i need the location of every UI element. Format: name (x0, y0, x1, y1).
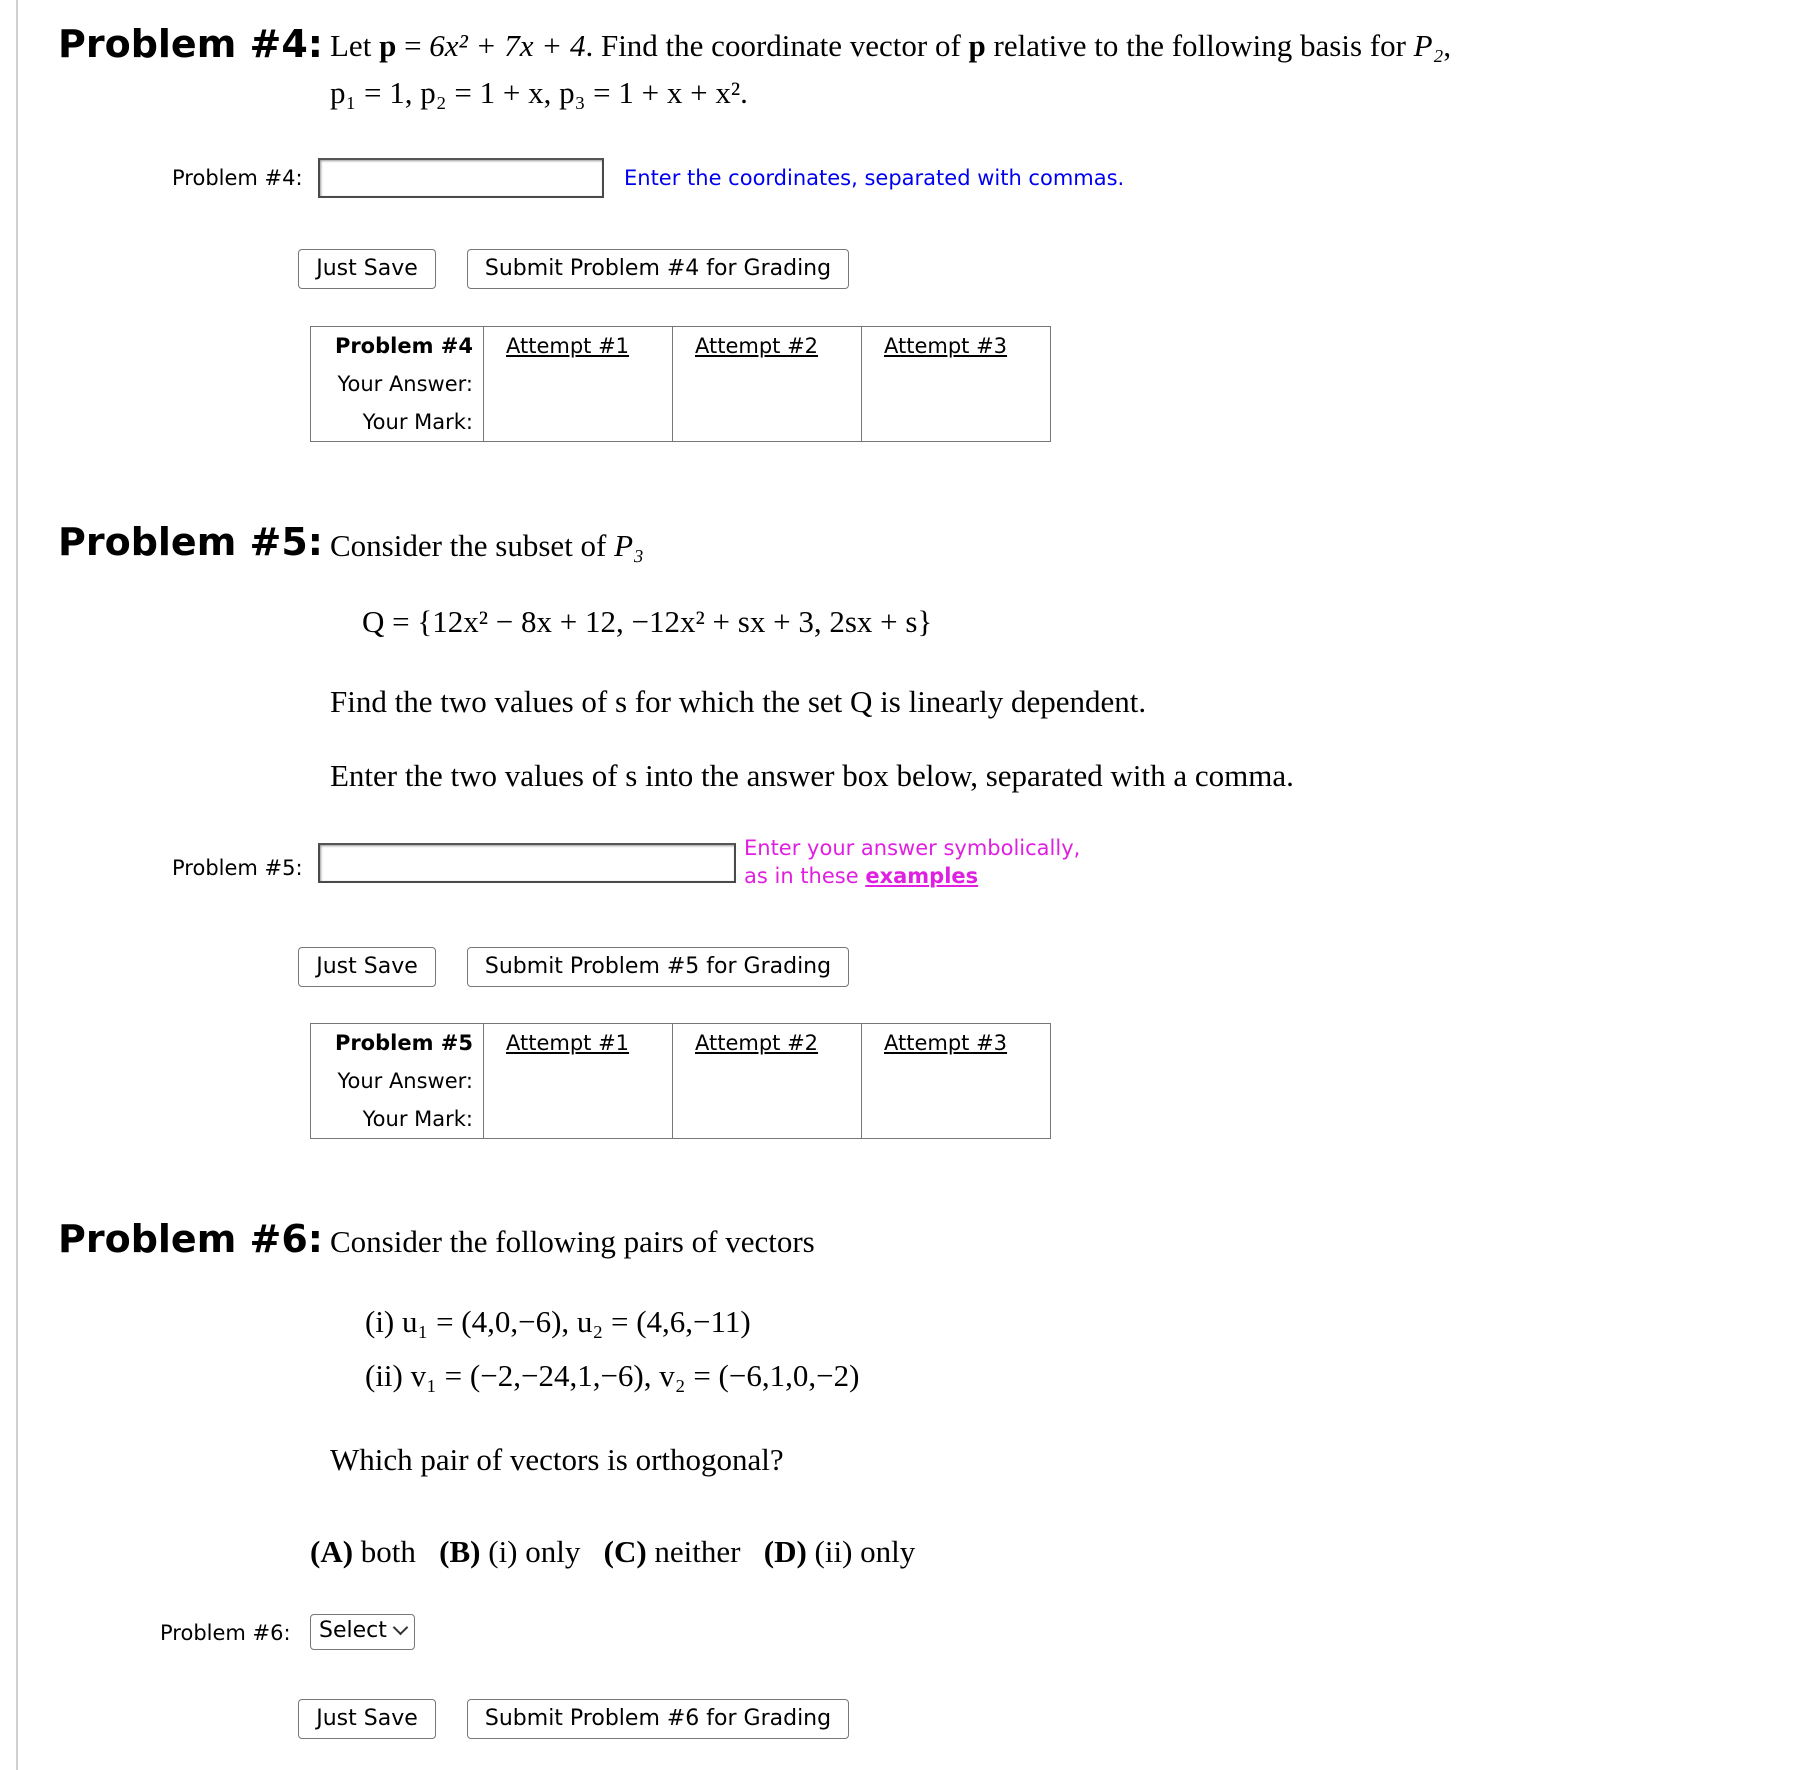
table-header-row (311, 327, 1051, 366)
hint-line-2 (744, 862, 1080, 890)
choice-d-text: (ii) only (814, 1534, 916, 1569)
let-word: Let (330, 28, 372, 63)
hint-line-2-text: as in these (744, 864, 859, 888)
attempt-3-link-cell (862, 327, 1051, 366)
space-p3: P₃ (614, 528, 644, 563)
problem-4-basis: p₁ = 1, p₂ = 1 + x, p₃ = 1 + x + x². (330, 75, 748, 110)
mark-cell (862, 403, 1051, 442)
left-border-line (16, 0, 18, 1770)
space-p2: P₂ (1413, 28, 1444, 63)
attempt-2-link[interactable]: Attempt #2 (695, 1031, 819, 1055)
problem-6-question: Which pair of vectors is orthogonal? (330, 1442, 784, 1477)
choice-d-letter: (D) (763, 1534, 807, 1569)
your-mark-label: Your Mark: (311, 403, 484, 442)
examples-link[interactable]: examples (865, 864, 979, 888)
table-row (311, 403, 1051, 442)
answer-cell (484, 365, 673, 403)
problem-4-heading: Problem #4: (58, 22, 323, 66)
polynomial-p: 6x² + 7x + 4 (429, 28, 586, 63)
attempt-2-link-cell (673, 327, 862, 366)
problem-4-attempts-table (310, 326, 1051, 442)
problem-6-just-save-button[interactable]: Just Save (298, 1699, 436, 1739)
attempt-3-link-cell (862, 1024, 1051, 1063)
attempt-1-link[interactable]: Attempt #1 (506, 1031, 630, 1055)
p-symbol-2: p (968, 28, 986, 63)
problem-5-just-save-button[interactable]: Just Save (298, 947, 436, 987)
problem-4-submit-button[interactable]: Submit Problem #4 for Grading (467, 249, 849, 289)
answer-cell (673, 365, 862, 403)
problem-6-submit-button[interactable]: Submit Problem #6 for Grading (467, 1699, 849, 1739)
choice-b-text: (i) only (488, 1534, 581, 1569)
table-header-label: Problem #4 (311, 327, 484, 366)
table-row (311, 1100, 1051, 1139)
comma: , (1443, 28, 1452, 63)
attempt-1-link[interactable]: Attempt #1 (506, 334, 630, 358)
problem-5-heading: Problem #5: (58, 520, 323, 564)
table-header-label: Problem #5 (311, 1024, 484, 1063)
your-answer-label: Your Answer: (311, 365, 484, 403)
mark-cell (862, 1100, 1051, 1139)
problem-4-statement-line1 (330, 28, 1451, 64)
equals-sign: = (404, 28, 422, 63)
problem-6-heading: Problem #6: (58, 1217, 323, 1261)
choice-a-text: both (360, 1534, 416, 1569)
choice-b (439, 1534, 580, 1569)
mark-cell (673, 1100, 862, 1139)
problem-6-label: Problem #6: (160, 1621, 291, 1645)
statement-tail: relative to the following basis for (993, 28, 1406, 63)
table-header-row (311, 1024, 1051, 1063)
problem-4-just-save-button[interactable]: Just Save (298, 249, 436, 289)
statement-mid: . Find the coordinate vector of (585, 28, 961, 63)
select-value: Select (319, 1618, 387, 1643)
your-answer-label: Your Answer: (311, 1062, 484, 1100)
problem-6-choices (310, 1534, 915, 1570)
problem-6-intro: Consider the following pairs of vectors (330, 1224, 815, 1259)
answer-cell (673, 1062, 862, 1100)
problem-5-attempts-table (310, 1023, 1051, 1139)
table-row (311, 1062, 1051, 1100)
problem-5-hint (744, 834, 1080, 890)
answer-cell (862, 1062, 1051, 1100)
problem-6-pair-2: (ii) v₁ = (−2,−24,1,−6), v₂ = (−6,1,0,−2) (365, 1358, 860, 1393)
problem-5-instruction-1: Find the two values of s for which the set Q is linearly dependent. (330, 684, 1147, 719)
choice-c (604, 1534, 741, 1569)
problem-5-label: Problem #5: (172, 856, 303, 880)
attempt-2-link[interactable]: Attempt #2 (695, 334, 819, 358)
problem-4-hint: Enter the coordinates, separated with commas. (624, 166, 1125, 190)
problem-6-answer-select[interactable] (310, 1614, 415, 1650)
chevron-down-icon (393, 1620, 409, 1636)
mark-cell (484, 1100, 673, 1139)
problem-5-submit-button[interactable]: Submit Problem #5 for Grading (467, 947, 849, 987)
attempt-3-link[interactable]: Attempt #3 (884, 334, 1008, 358)
attempt-2-link-cell (673, 1024, 862, 1063)
problem-5-set-expression: Q = {12x² − 8x + 12, −12x² + sx + 3, 2sx + s} (362, 604, 933, 639)
choice-c-text: neither (654, 1534, 741, 1569)
choice-a-letter: (A) (310, 1534, 354, 1569)
problem-4-answer-input[interactable] (318, 158, 604, 198)
problem-4-label: Problem #4: (172, 166, 303, 190)
attempt-1-link-cell (484, 1024, 673, 1063)
attempt-1-link-cell (484, 327, 673, 366)
answer-cell (862, 365, 1051, 403)
mark-cell (673, 403, 862, 442)
hint-line-1: Enter your answer symbolically, (744, 836, 1081, 860)
table-row (311, 365, 1051, 403)
choice-c-letter: (C) (603, 1534, 647, 1569)
attempt-3-link[interactable]: Attempt #3 (884, 1031, 1008, 1055)
your-mark-label: Your Mark: (311, 1100, 484, 1139)
problem-6-pair-1: (i) u₁ = (4,0,−6), u₂ = (4,6,−11) (365, 1304, 751, 1339)
answer-cell (484, 1062, 673, 1100)
choice-b-letter: (B) (439, 1534, 481, 1569)
mark-cell (484, 403, 673, 442)
choice-d (764, 1534, 916, 1569)
problem-5-intro (330, 528, 644, 564)
intro-text: Consider the subset of (330, 528, 607, 563)
choice-a (310, 1534, 416, 1569)
p-symbol: p (379, 28, 397, 63)
problem-5-instruction-2: Enter the two values of s into the answer box below, separated with a comma. (330, 758, 1294, 793)
problem-5-answer-input[interactable] (318, 843, 736, 883)
